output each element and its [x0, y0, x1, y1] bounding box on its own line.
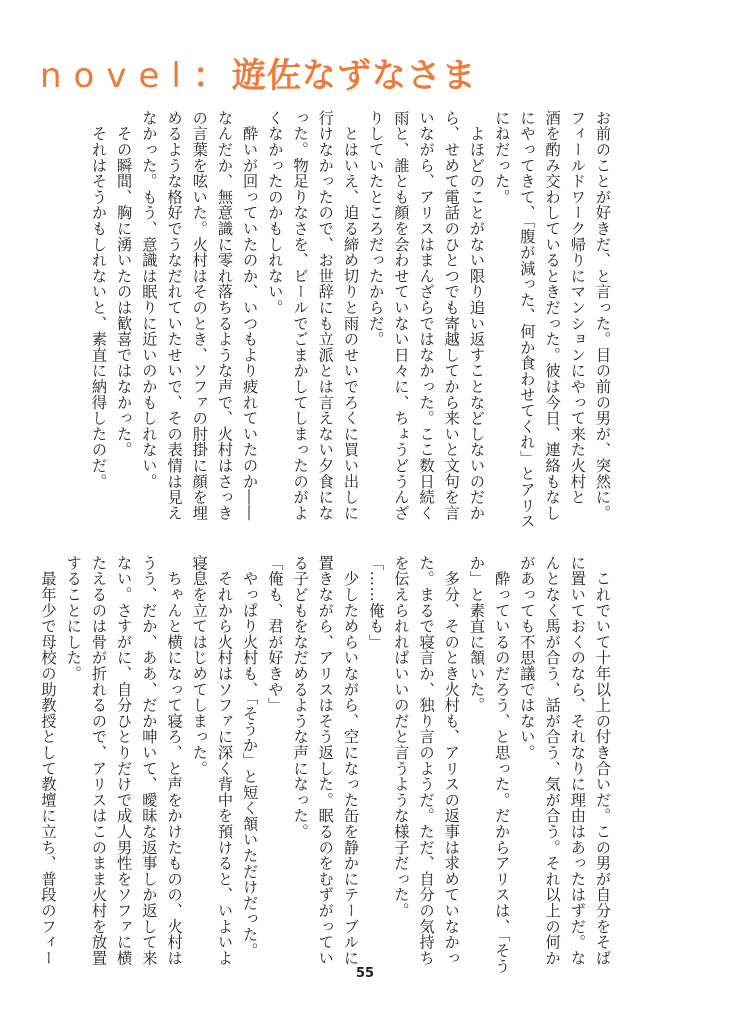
text-line: することにした。 — [64, 555, 83, 682]
text-line: とはいえ、迫る締め切りと雨のせいでろくに買い出しに — [341, 110, 360, 521]
text-line: 雨と、誰とも顔を会わせていない日々に、ちょうどうんざ — [392, 110, 411, 521]
title-separator: ： — [192, 56, 228, 96]
text-line: 少しためらいながら、空になった缶を静かにテーブルに — [341, 555, 360, 966]
text-line: にやってきて、「腹が減った、何か食わせてくれ」とアリス — [518, 110, 537, 529]
text-line: 「……俺も」 — [367, 555, 386, 650]
upper-text-block — [86, 110, 615, 529]
text-line: があっても不思議ではない。 — [518, 555, 537, 761]
text-line: た。まるで寝言か、独り言のようだ。ただ、自分の気持ち — [417, 555, 436, 966]
text-line: うう、だか、ああ、だか呻いて、曖昧な返事しか返して来 — [140, 555, 159, 966]
text-line: これでいて十年以上の付き合いだ。この男が自分をそば — [594, 555, 612, 966]
text-line: 寝息を立てはじめてしまった。 — [190, 555, 209, 777]
text-line: なかった。もう、意識は眠りに近いのかもしれない。 — [140, 110, 159, 490]
text-line: を伝えられればいいのだと言うような様子だった。 — [392, 555, 411, 919]
text-line: やっぱり火村も、「そうか」と短く頷いただけだった。 — [241, 555, 260, 959]
text-line: りしていたところだったからだ。 — [367, 110, 386, 347]
text-line: その瞬間、胸に湧いたのは歓喜ではなかった。 — [115, 110, 134, 458]
title-label: novel — [40, 56, 193, 96]
text-line: 「俺も、君が好きや」 — [266, 555, 285, 713]
text-line: ら、せめて電話のひとつでも寄越してから来いと文句を言 — [442, 110, 461, 521]
text-line: る子どもをなだめるような声になった。 — [291, 555, 310, 840]
text-line: 酔いが回っていたのか、いつもより疲れていたのか―― — [241, 110, 260, 521]
text-line: った。物足りなさを、ビールでごまかしてしまったのがよ — [291, 110, 310, 521]
text-line: 酒を酌み交わしているときだった。彼は今日、連絡もなし — [543, 110, 562, 521]
text-line: いながら、アリスはまんざらではなかった。ここ数日続く — [417, 110, 436, 521]
section-title — [40, 48, 477, 97]
text-line: にねだった。 — [493, 110, 512, 205]
text-line: なんだか、無意識に零れ落ちるような声で、火村はさっき — [215, 110, 234, 521]
page-number: 55 — [355, 966, 375, 981]
text-line: よほどのことがない限り追い返すことなどしないのだか — [467, 110, 486, 521]
text-line: 多分、そのとき火村も、アリスの返事は求めていなかっ — [442, 555, 461, 966]
text-line: くなかったのかもしれない。 — [266, 110, 285, 316]
text-line: か」と素直に頷いた。 — [467, 555, 486, 713]
text-line: んとなく馬が合う、話が合う、気が合う。それ以上の何か — [543, 555, 562, 966]
text-line: めるような格好でうなだれていたせいで、その表情は見え — [165, 110, 184, 521]
text-line: 行けなかったので、お世辞にも立派とは言えない夕食にな — [316, 110, 335, 521]
text-line: の言葉を呟いた。火村はそのとき、ソファの肘掛に顔を埋 — [190, 110, 209, 521]
text-line: 置きながら、アリスはそう返した。眠るのをむずがってい — [316, 555, 335, 966]
text-line: フィールドワーク帰りにマンションにやって来た火村と — [568, 110, 587, 505]
text-line: お前のことが好きだ、と言った。目の前の男が、突然に。 — [594, 110, 612, 521]
text-line: たえるのは骨が折れるので、アリスはこのまま火村を放置 — [89, 555, 108, 966]
text-line: ちゃんと横になって寝ろ、と声をかけたものの、火村は — [165, 555, 184, 966]
text-line: ない。さすがに、自分ひとりだけで成人男性をソファに横 — [115, 555, 134, 966]
title-author: 遊佐なずなさま — [231, 56, 477, 96]
text-line: それから火村はソファに深く背中を預けると、いよいよ — [215, 555, 234, 966]
text-line: に置いておくのなら、それなりに理由はあったはずだ。な — [568, 555, 587, 966]
text-line: 酔っているのだろう、と思った。だからアリスは、「そう — [493, 555, 512, 974]
text-line: それはそうかもしれないと、素直に納得したのだ。 — [89, 110, 108, 490]
text-line: 最年少で母校の助教授として教壇に立ち、普段のフィー — [39, 555, 58, 966]
